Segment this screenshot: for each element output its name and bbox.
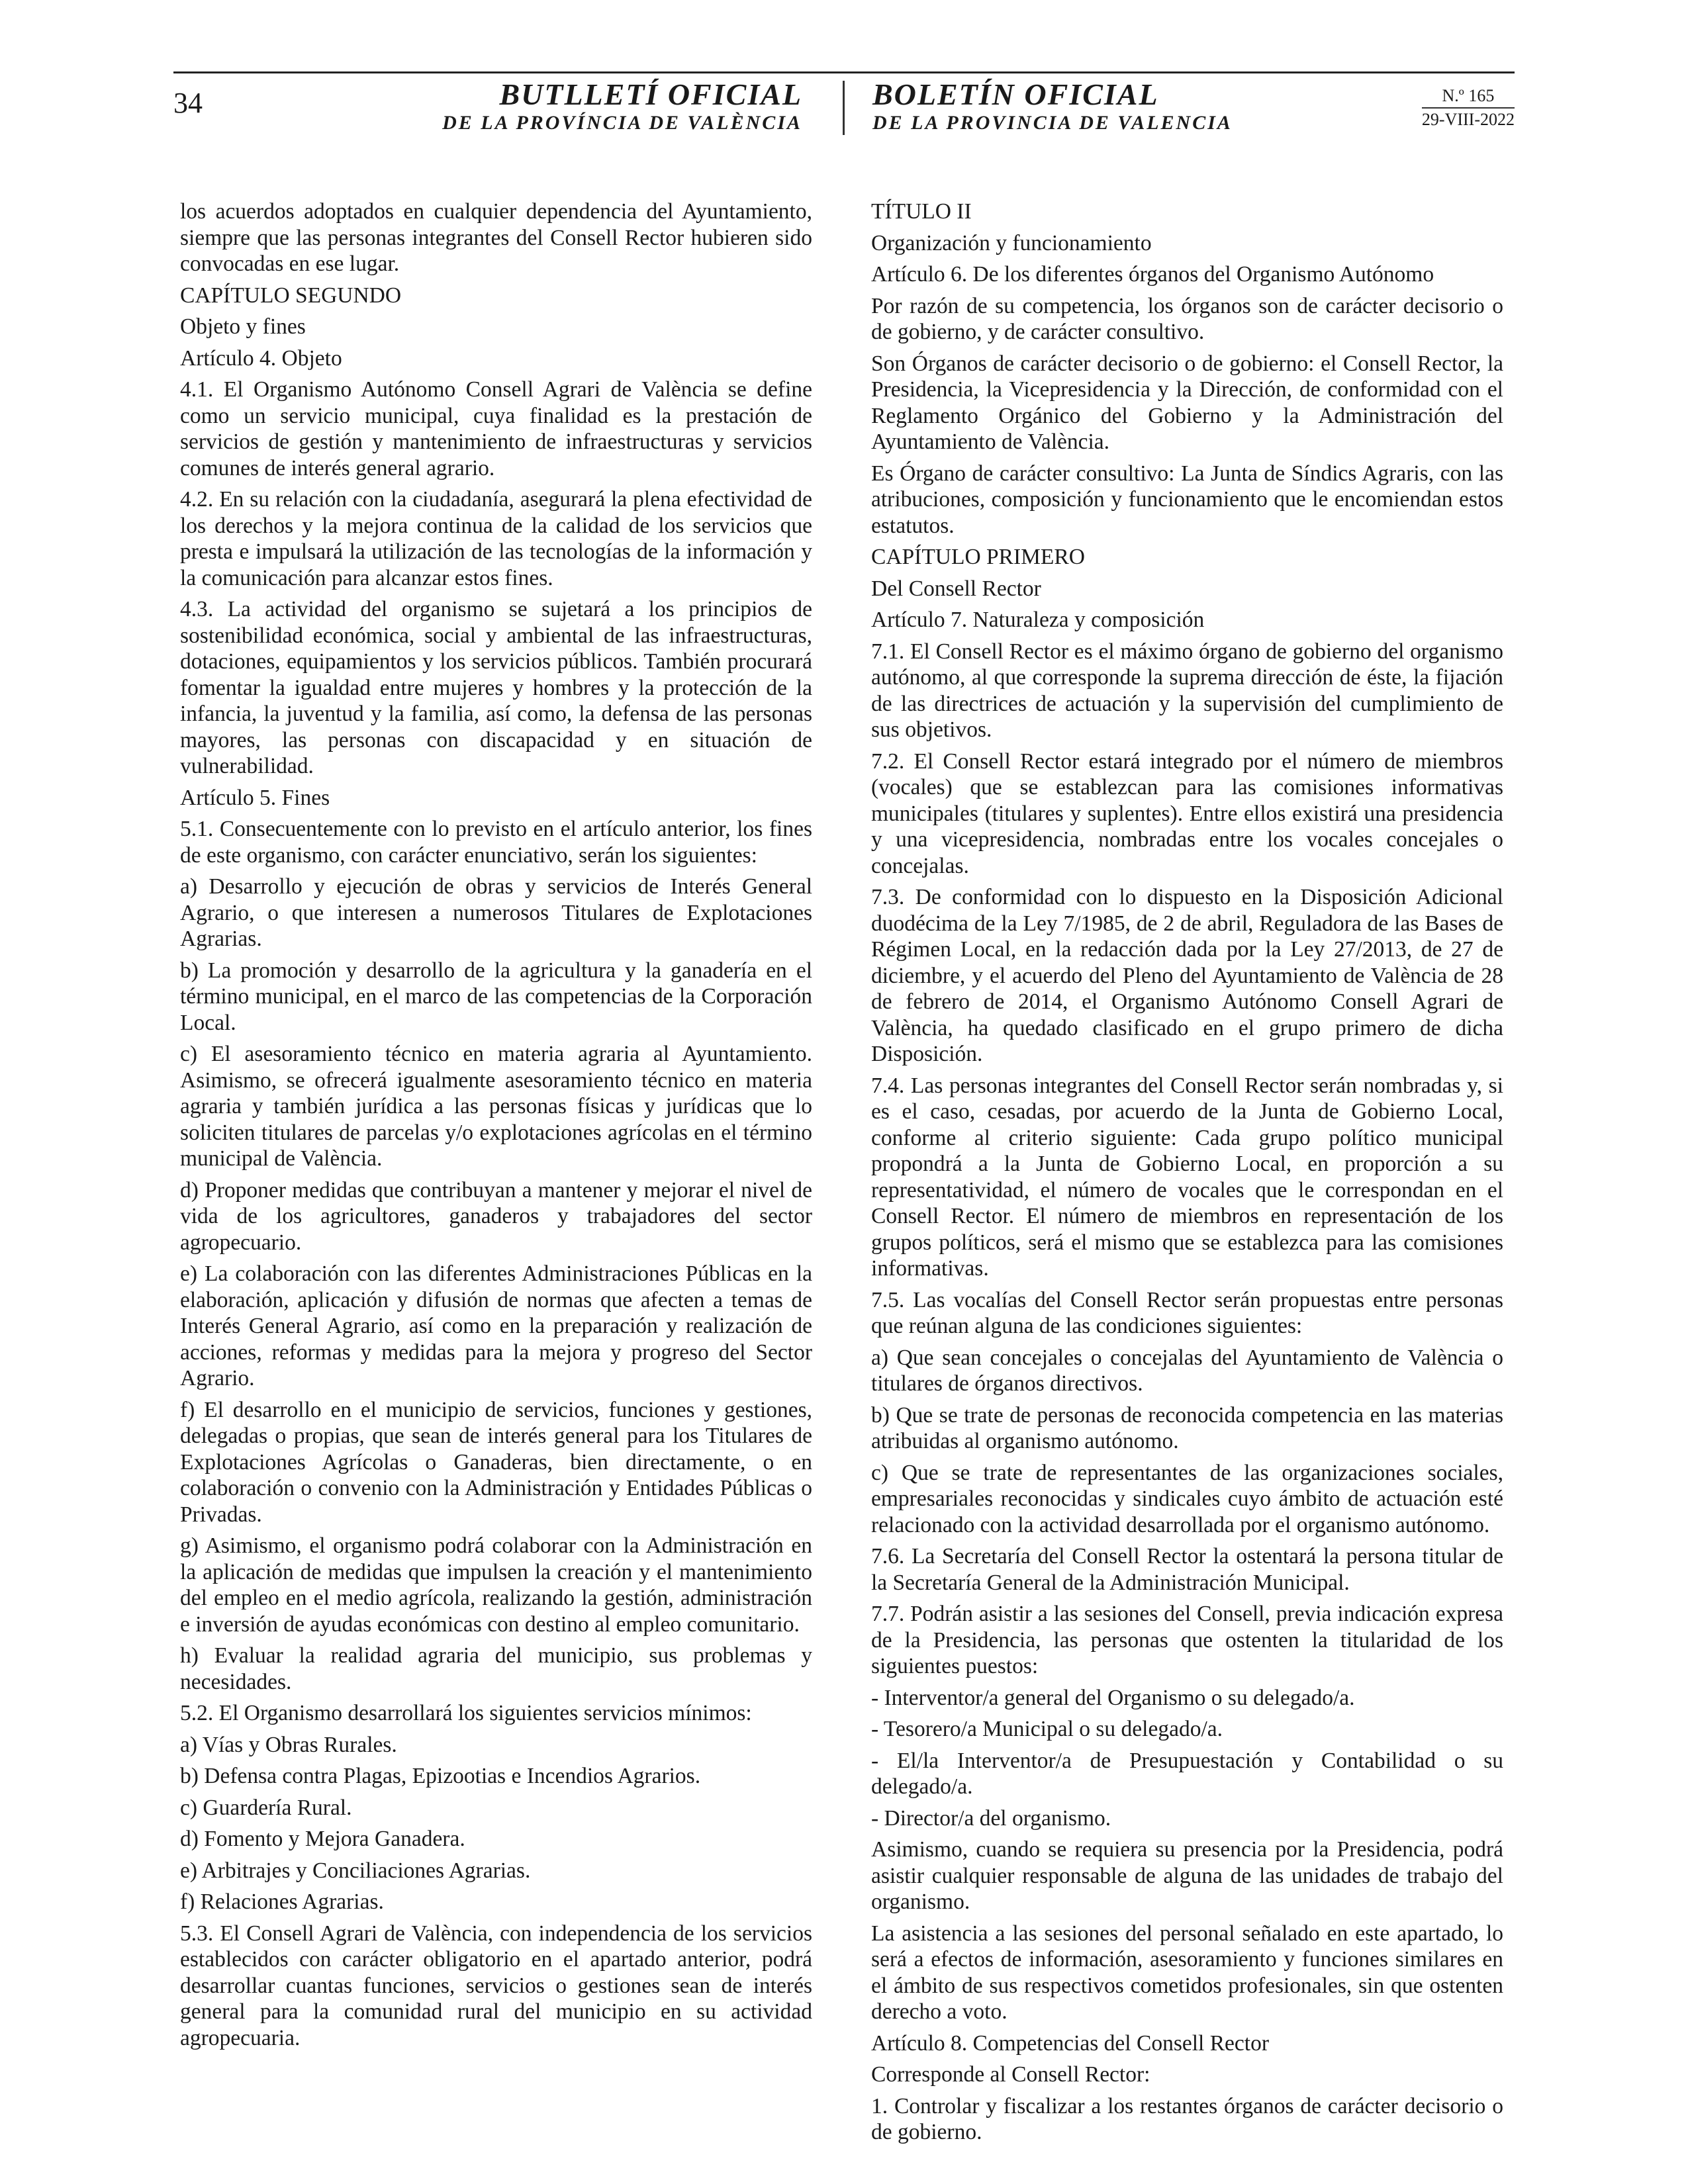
paragraph: Corresponde al Consell Rector: — [871, 2062, 1150, 2087]
masthead-subtitle-valencian: DE LA PROVÍNCIA DE VALÈNCIA — [442, 112, 802, 134]
left-column — [180, 199, 812, 2056]
masthead-subtitle-spanish: DE LA PROVINCIA DE VALENCIA — [872, 112, 1233, 134]
issue-info — [1422, 86, 1515, 130]
masthead-divider — [843, 81, 845, 135]
paragraph: 7.6. La Secretaría del Consell Rector la ostentará la persona titular de la Secretaría General de la Administración Municipal. — [871, 1544, 1503, 1595]
paragraph: Del Consell Rector — [871, 576, 1041, 601]
paragraph: Son Órganos de carácter decisorio o de gobierno: el Consell Rector, la Presidencia, la Vicepresidencia y la Dirección, de conformidad con el Reglamento Orgánico del Gobierno y la Administración del Ayuntamiento de València. — [871, 351, 1503, 454]
paragraph: b) Que se trate de personas de reconocida competencia en las materias atribuidas al organismo autónomo. — [871, 1402, 1503, 1453]
page-header — [0, 0, 1688, 146]
paragraph: 4.2. En su relación con la ciudadanía, asegurará la plena efectividad de los derechos y la mejora continua de la calidad de los servicios que presta e impulsará la utilización de las tecnologías de la información y la comunicación para alcanzar estos fines. — [180, 487, 812, 590]
paragraph: Organización y funcionamiento — [871, 230, 1152, 255]
paragraph: - Director/a del organismo. — [871, 1805, 1111, 1831]
paragraph: 7.7. Podrán asistir a las sesiones del Consell, previa indicación expresa de la Presidencia, las personas que ostenten la titularidad de los siguientes puestos: — [871, 1602, 1503, 1678]
paragraph: e) Arbitrajes y Conciliaciones Agrarias. — [180, 1858, 531, 1883]
publication-title-valencian — [442, 79, 802, 136]
paragraph: Asimismo, cuando se requiera su presencia por la Presidencia, podrá asistir cualquier responsable de alguna de las unidades de trabajo del organismo. — [871, 1837, 1503, 1914]
paragraph: 5.1. Consecuentemente con lo previsto en el artículo anterior, los fines de este organismo, con carácter enunciativo, serán los siguientes: — [180, 817, 812, 868]
publication-title-spanish — [872, 79, 1233, 136]
paragraph: 7.1. El Consell Rector es el máximo órgano de gobierno del organismo autónomo, al que corresponde la suprema dirección de éste, la fijación de las directrices de actuación y la supervisión del cumplimiento de sus objetivos. — [871, 639, 1503, 742]
paragraph: 7.2. El Consell Rector estará integrado por el número de miembros (vocales) que se establezcan para las comisiones informativas municipales (titulares y suplentes). Entre ellos existirá una presidencia y una vicepresidencia, nombradas entre los vocales concejales o concejalas. — [871, 749, 1503, 878]
paragraph: h) Evaluar la realidad agraria del municipio, sus problemas y necesidades. — [180, 1643, 812, 1694]
masthead-title-valencian: BUTLLETÍ OFICIAL — [499, 77, 802, 111]
issue-date: 29-VIII-2022 — [1421, 110, 1515, 129]
paragraph: Artículo 7. Naturaleza y composición — [871, 608, 1205, 632]
paragraph: g) Asimismo, el organismo podrá colaborar con la Administración en la aplicación de medidas que impulsen la creación y el mantenimiento del empleo en el medio agrícola, realizando la gestión, administración e inversión de ayudas económicas con destino al empleo comunitario. — [180, 1533, 812, 1637]
paragraph: TÍTULO II — [871, 199, 972, 224]
paragraph: los acuerdos adoptados en cualquier dependencia del Ayuntamiento, siempre que las personas integrantes del Consell Rector hubieren sido convocadas en ese lugar. — [180, 199, 812, 276]
paragraph: 7.5. Las vocalías del Consell Rector serán propuestas entre personas que reúnan alguna de las condiciones siguientes: — [871, 1287, 1503, 1338]
paragraph: 7.4. Las personas integrantes del Consell Rector serán nombradas y, si es el caso, cesadas, por acuerdo de la Junta de Gobierno Local, conforme al criterio siguiente: Cada grupo político municipal propondrá a la Junta de Gobierno Local, en proporción a su representatividad, el número de vocales que le correspondan en el Consell Rector. El número de miembros en representación de los grupos políticos, será el mismo que se establezca para las comisiones informativas. — [871, 1073, 1503, 1281]
paragraph: 7.3. De conformidad con lo dispuesto en la Disposición Adicional duodécima de la Ley 7/1985, de 2 de abril, Reguladora de las Bases de Régimen Local, en la redacción dada por la Ley 27/2013, de 27 de diciembre, y el acuerdo del Pleno del Ayuntamiento de València de 28 de febrero de 2014, el Organismo Autónomo Consell Agrari de València, ha quedado clasificado en el grupo primero de dicha Disposición. — [871, 885, 1503, 1066]
paragraph: Es Órgano de carácter consultivo: La Junta de Síndics Agraris, con las atribuciones, composición y funcionamiento que le encomiendan estos estatutos. — [871, 461, 1503, 538]
paragraph: f) El desarrollo en el municipio de servicios, funciones y gestiones, delegadas o propias, que sean de interés general para los Titulares de Explotaciones Agrícolas o Ganaderas, bien directamente, o en colaboración o convenio con la Administración y Entidades Públicas o Privadas. — [180, 1397, 812, 1527]
paragraph: 4.3. La actividad del organismo se sujetará a los principios de sostenibilidad económica, social y ambiental de las infraestructuras, dotaciones, equipamientos y los servicios públicos. También procurará fomentar la igualdad entre mujeres y hombres y la protección de la infancia, la juventud y la familia, así como, la defensa de las personas mayores, las personas con discapacidad y en situación de vulnerabilidad. — [180, 597, 812, 778]
paragraph: CAPÍTULO SEGUNDO — [180, 283, 402, 308]
paragraph: La asistencia a las sesiones del personal señalado en este apartado, lo será a efectos de información, asesoramiento y funciones similares en el ámbito de sus respectivos cometidos profesionales, sin que ostenten derecho a voto. — [871, 1921, 1503, 2024]
paragraph: c) El asesoramiento técnico en materia agraria al Ayuntamiento. Asimismo, se ofrecerá igualmente asesoramiento técnico en materia agraria y también jurídica a las personas físicas y jurídicas que lo soliciten titulares de parcelas y/o explotaciones agrícolas en el término municipal de València. — [180, 1042, 812, 1171]
paragraph: Artículo 8. Competencias del Consell Rector — [871, 2030, 1270, 2056]
masthead-title-spanish: BOLETÍN OFICIAL — [872, 77, 1159, 111]
paragraph: a) Desarrollo y ejecución de obras y servicios de Interés General Agrario, o que interesen a numerosos Titulares de Explotaciones Agrarias. — [180, 874, 812, 951]
paragraph: f) Relaciones Agrarias. — [180, 1889, 384, 1914]
paragraph: Artículo 6. De los diferentes órganos del Organismo Autónomo — [871, 262, 1434, 287]
paragraph: b) Defensa contra Plagas, Epizootias e Incendios Agrarios. — [180, 1764, 701, 1788]
paragraph: d) Proponer medidas que contribuyan a mantener y mejorar el nivel de vida de los agricultores, ganaderos y trabajadores del sector agropecuario. — [180, 1177, 812, 1255]
paragraph: CAPÍTULO PRIMERO — [871, 545, 1085, 569]
paragraph: - Tesorero/a Municipal o su delegado/a. — [871, 1717, 1223, 1741]
paragraph: a) Que sean concejales o concejalas del Ayuntamiento de València o titulares de órganos directivos. — [871, 1345, 1503, 1396]
paragraph: b) La promoción y desarrollo de la agricultura y la ganadería en el término municipal, en el marco de las competencias de la Corporación Local. — [180, 958, 812, 1035]
paragraph: 1. Controlar y fiscalizar a los restantes órganos de carácter decisorio o de gobierno. — [871, 2093, 1503, 2144]
header-rule — [173, 71, 1515, 73]
paragraph: - Interventor/a general del Organismo o su delegado/a. — [871, 1685, 1355, 1710]
paragraph: a) Vías y Obras Rurales. — [180, 1732, 397, 1757]
page-number: 34 — [173, 87, 203, 119]
paragraph: Por razón de su competencia, los órganos son de carácter decisorio o de gobierno, y de carácter consultivo. — [871, 293, 1503, 344]
issue-number: N.º 165 — [1422, 86, 1515, 109]
paragraph: 5.3. El Consell Agrari de València, con independencia de los servicios establecidos con carácter obligatorio en el apartado anterior, podrá desarrollar cuantas funciones, servicios o gestiones sean de interés general para la comunidad rural del municipio en su actividad agropecuaria. — [180, 1921, 812, 2050]
paragraph: d) Fomento y Mejora Ganadera. — [180, 1827, 465, 1851]
right-column — [871, 199, 1503, 2151]
paragraph: c) Que se trate de representantes de las organizaciones sociales, empresariales reconocidas y sindicales cuyo ámbito de actuación esté relacionado con la actividad desarrollada por el organismo autónomo. — [871, 1460, 1503, 1537]
paragraph: - El/la Interventor/a de Presupuestación y Contabilidad o su delegado/a. — [871, 1748, 1503, 1799]
paragraph: 4.1. El Organismo Autónomo Consell Agrari de València se define como un servicio municipal, cuya finalidad es la prestación de servicios de gestión y mantenimiento de infraestructuras y servicios comunes de interés general agrario. — [180, 377, 812, 480]
paragraph: 5.2. El Organismo desarrollará los siguientes servicios mínimos: — [180, 1701, 752, 1725]
paragraph: e) La colaboración con las diferentes Administraciones Públicas en la elaboración, aplicación y difusión de normas que afecten a temas de Interés General Agrario, así como en la preparación y realización de acciones, reformas y medidas para la mejora y progreso del Sector Agrario. — [180, 1261, 812, 1390]
paragraph: Objeto y fines — [180, 314, 306, 339]
paragraph: c) Guardería Rural. — [180, 1795, 352, 1820]
paragraph: Artículo 5. Fines — [180, 785, 330, 810]
paragraph: Artículo 4. Objeto — [180, 345, 342, 371]
